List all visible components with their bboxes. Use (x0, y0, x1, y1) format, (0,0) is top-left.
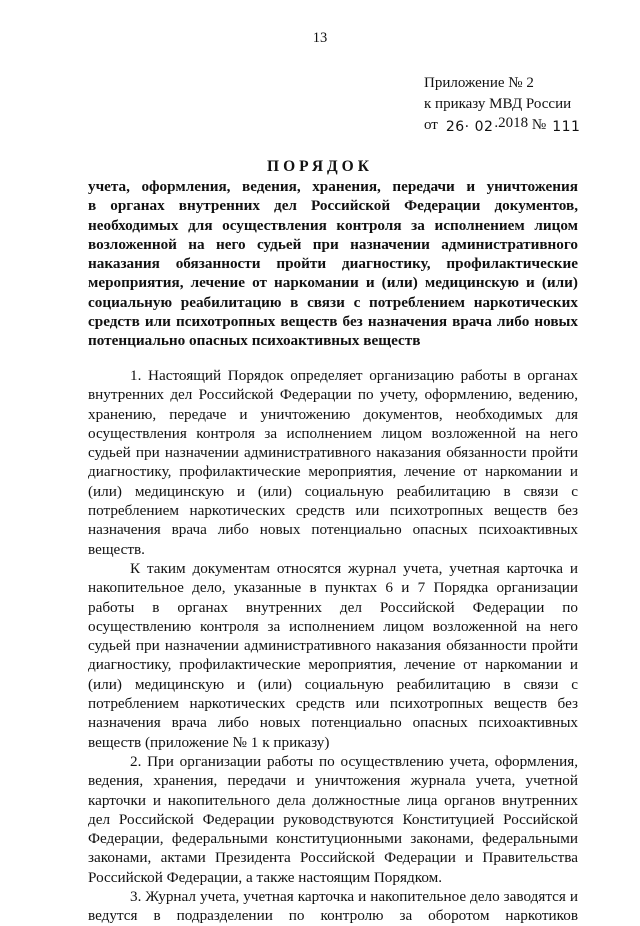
subtitle-line: социальную реабилитацию в связи с потреблением наркотических (88, 293, 578, 311)
paragraph-line: потреблением наркотических средств или психотропных веществ без (88, 502, 578, 520)
paragraph-line: ведутся в подразделении по контролю за оборотом наркотиков (88, 907, 578, 925)
body-paragraph (88, 752, 578, 887)
paragraph-line: накопительное дело, указанные в пунктах 6 и 7 Порядка организации (88, 579, 578, 597)
subtitle-line: потенциально опасных психоактивных веществ (88, 332, 421, 350)
paragraph-line: хранению, передаче и уничтожению документов, необходимых для (88, 405, 578, 423)
handwritten-order-number: 111 (552, 119, 581, 135)
paragraph-line: диагностику, профилактические мероприятия, лечение от наркомании и (88, 463, 578, 481)
body-paragraph (88, 887, 578, 926)
appendix-date-prefix: от (424, 117, 438, 133)
paragraph-line: работы в органах внутренних дел Российской Федерации по (88, 598, 578, 616)
paragraph-line: К таким документам относятся журнал учета, учетная карточка и (130, 559, 578, 577)
paragraph-line: веществ (приложение № 1 к приказу) (88, 733, 330, 751)
paragraph-line: 3. Журнал учета, учетная карточка и накопительное дело заводятся и (130, 888, 578, 906)
subtitle-line: мероприятия, лечение от наркомании и (или) медицинскую и (или) (88, 274, 578, 292)
paragraph-line: 1. Настоящий Порядок определяет организацию работы в органах (130, 367, 578, 384)
paragraph-line: веществ. (88, 540, 145, 558)
paragraph-line: назначения врача либо новых потенциально опасных психоактивных (88, 521, 578, 539)
document-subtitle (88, 177, 578, 351)
paragraph-line: (или) медицинскую и (или) социальную реабилитацию в связи с (88, 675, 578, 693)
paragraph-line: осуществлению контроля за исполнением лицом возложенной на него (88, 617, 578, 635)
subtitle-line: возложенной на него судьей при назначении административного (88, 235, 578, 253)
body-paragraph (88, 366, 578, 559)
document-heading: ПОРЯДОК (267, 158, 373, 175)
paragraph-line: потреблением наркотических средств или психотропных веществ без (88, 695, 578, 713)
paragraph-line: осуществления контроля за исполнением лицом возложенной на него (88, 424, 578, 442)
paragraph-line: (или) медицинскую и (или) социальную реабилитацию в связи с (88, 482, 578, 500)
subtitle-line: наказания обязанности пройти диагностику, профилактические (88, 255, 578, 273)
subtitle-line: средств или психотропных веществ без назначения врача либо новых (88, 313, 578, 331)
paragraph-line: диагностику, профилактические мероприятия, лечение от наркомании и (88, 656, 578, 674)
paragraph-line: назначения врача либо новых потенциально опасных психоактивных (88, 714, 578, 732)
subtitle-line: учета, оформления, ведения, хранения, передачи и уничтожения (88, 178, 578, 195)
paragraph-line: судьей при назначении административного наказания обязанности пройти (88, 444, 578, 462)
page-number: 13 (312, 30, 328, 46)
paragraph-line: 2. При организации работы по осуществлению учета, оформления, (130, 752, 578, 770)
paragraph-line: дел Российской Федерации руководствуются Конституцией Российской (88, 810, 578, 828)
paragraph-line: Российской Федерации, а также настоящим Порядком. (88, 868, 443, 886)
paragraph-line: Федерации, федеральными конституционными законами, федеральными (88, 830, 578, 848)
paragraph-line: внутренних дел Российской Федерации по учету, оформлению, ведению, (88, 386, 578, 404)
appendix-order-reference: к приказу МВД России (424, 96, 572, 112)
paragraph-line: ведения, хранения, передачи и уничтожения журнала учета, учетной (88, 772, 578, 790)
order-year: .2018 (494, 115, 529, 131)
handwritten-date: 26· 02 (445, 119, 494, 135)
document-body (88, 366, 578, 926)
paragraph-line: карточки и накопительного дела должностные лица органов внутренних (88, 791, 578, 809)
body-paragraph (88, 559, 578, 752)
appendix-reference (424, 73, 580, 136)
subtitle-line: необходимых для осуществления контроля за исполнением лицом (88, 216, 578, 234)
paragraph-line: судьей при назначении административного наказания обязанности пройти (88, 637, 578, 655)
paragraph-line: законами, актами Президента Российской Федерации и Правительства (88, 849, 578, 867)
appendix-title: Приложение № 2 (424, 75, 534, 91)
number-sign: № (531, 117, 547, 133)
subtitle-line: в органах внутренних дел Российской Федерации документов, (88, 197, 578, 215)
appendix-date-line (424, 115, 580, 136)
